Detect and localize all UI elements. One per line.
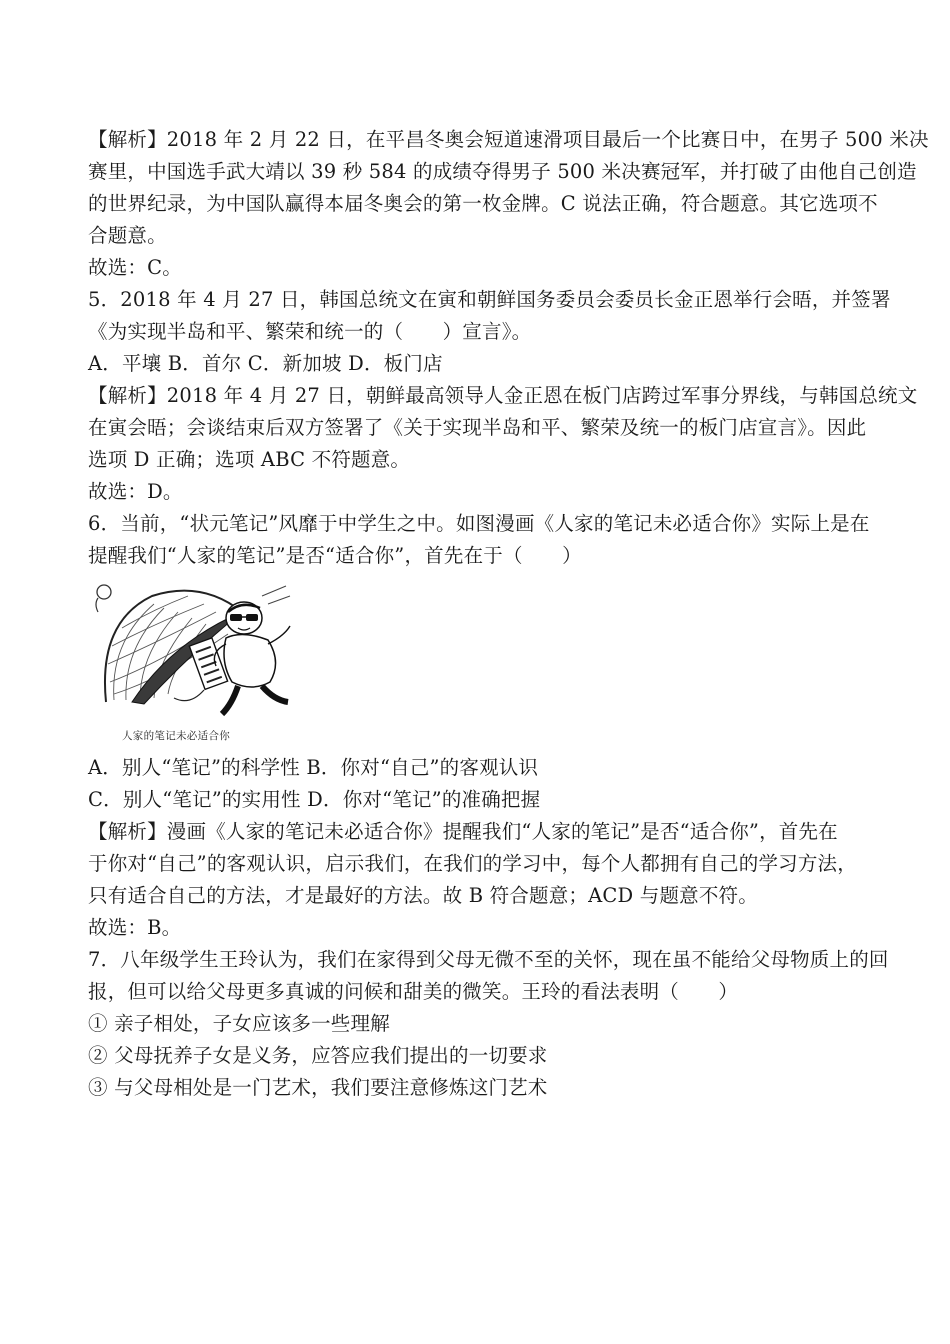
- q7-stem-line-2: 报，但可以给父母更多真诚的问候和甜美的微笑。王玲的看法表明（ ）: [88, 980, 739, 1003]
- q6-analysis-line-1: 【解析】漫画《人家的笔记未必适合你》提醒我们“人家的笔记”是否“适合你”，首先在: [88, 820, 838, 843]
- document-page: [88, 124, 929, 1104]
- q7-stem-line-1: 7．八年级学生王玲认为，我们在家得到父母无微不至的关怀，现在虽不能给父母物质上的回: [88, 948, 889, 971]
- cartoon-illustration: [92, 582, 292, 727]
- q5-analysis-line-3: 选项 D 正确；选项 ABC 不符题意。: [88, 448, 411, 471]
- q5-stem-line-1: 5．2018 年 4 月 27 日，韩国总统文在寅和朝鲜国务委员会委员长金正恩举行会晤，并签署: [88, 288, 891, 311]
- q7-item-3: ③ 与父母相处是一门艺术，我们要注意修炼这门艺术: [88, 1076, 548, 1099]
- q6-analysis-line-3: 只有适合自己的方法，才是最好的方法。故 B 符合题意；ACD 与题意不符。: [88, 884, 758, 907]
- q7-item-1: ① 亲子相处，子女应该多一些理解: [88, 1012, 390, 1035]
- q6-option-cd: C．别人“笔记”的实用性 D．你对“笔记”的准确把握: [88, 788, 541, 811]
- q4-answer: 故选：C。: [88, 256, 182, 279]
- q4-analysis-line-1: 【解析】2018 年 2 月 22 日，在平昌冬奥会短道速滑项目最后一个比赛日中，在男子 500 米决: [88, 128, 929, 151]
- q5-stem-line-2: 《为实现半岛和平、繁荣和统一的（ ）宣言》。: [88, 320, 532, 343]
- q6-analysis-line-2: 于你对“自己”的客观认识，启示我们，在我们的学习中，每个人都拥有自己的学习方法，: [88, 852, 857, 875]
- q7-item-2: ② 父母抚养子女是义务，应答应我们提出的一切要求: [88, 1044, 548, 1067]
- q4-analysis-line-3: 的世界纪录，为中国队赢得本届冬奥会的第一枚金牌。C 说法正确，符合题意。其它选项不: [88, 192, 878, 215]
- q6-option-ab: A．别人“笔记”的科学性 B．你对“自己”的客观认识: [88, 756, 539, 779]
- q5-options: A．平壤 B．首尔 C．新加坡 D．板门店: [88, 352, 443, 375]
- q6-stem-line-2: 提醒我们“人家的笔记”是否“适合你”，首先在于（ ）: [88, 544, 582, 567]
- q6-answer: 故选：B。: [88, 916, 182, 939]
- cartoon-caption: 人家的笔记未必适合你: [122, 730, 230, 742]
- q6-stem-line-1: 6．当前，“状元笔记”风靡于中学生之中。如图漫画《人家的笔记未必适合你》实际上是在: [88, 512, 870, 535]
- q5-analysis-line-2: 在寅会晤；会谈结束后双方签署了《关于实现半岛和平、繁荣及统一的板门店宣言》。因此: [88, 416, 867, 439]
- q4-analysis-line-2: 赛里，中国选手武大靖以 39 秒 584 的成绩夺得男子 500 米决赛冠军，并打破了由他自己创造: [88, 160, 917, 183]
- cartoon-image: [92, 582, 292, 744]
- q5-answer: 故选：D。: [88, 480, 183, 503]
- q4-analysis-line-4: 合题意。: [88, 224, 167, 247]
- q5-analysis-line-1: 【解析】2018 年 4 月 27 日，朝鲜最高领导人金正恩在板门店跨过军事分界线，与韩国总统文: [88, 384, 918, 407]
